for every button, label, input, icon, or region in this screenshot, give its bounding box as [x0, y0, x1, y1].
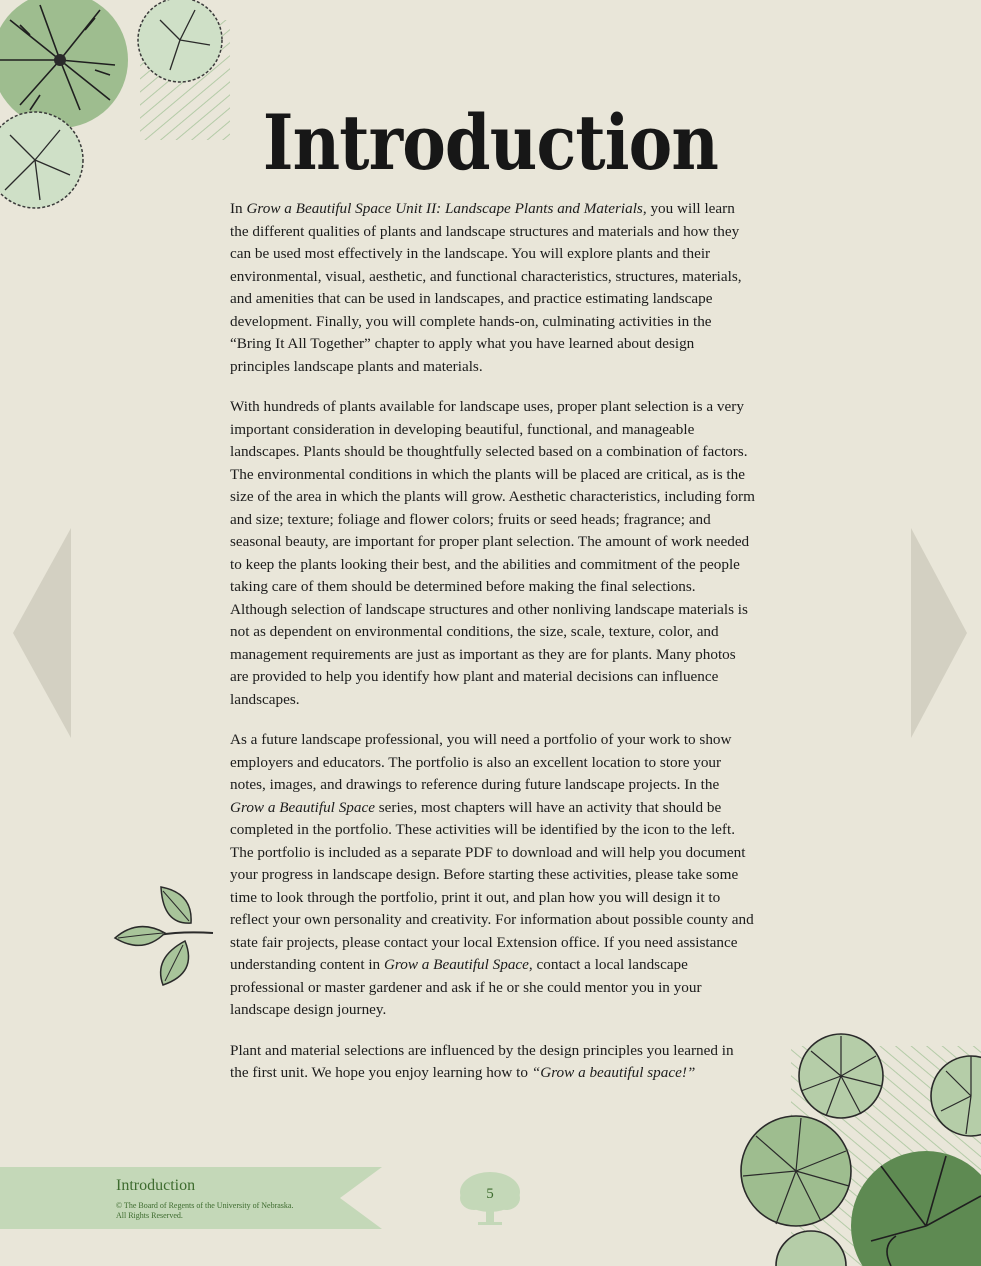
bottom-right-plant-decoration: [731, 1026, 981, 1266]
page-number: 5: [486, 1186, 494, 1202]
closing-quote: “Grow a beautiful space!”: [531, 1064, 696, 1081]
copyright-line: © The Board of Regents of the University of Nebraska.: [116, 1201, 294, 1210]
paragraph-2: With hundreds of plants available for landscape uses, proper plant selection is a very important consideration in developing beautiful, functional, and manageable landscapes. Plants should be thoughtfully selected based on a combination of factors. The environmental conditions in which the plants will be placed are critical, as is the size of the area in which the plants will grow. Aesthetic characteristics, including form and size; texture; foliage and flower colors; fruits or seed heads; fragrance; and seasonal beauty, are important for proper plant selection. The amount of work needed to keep the plants looking their best, and the abilities and commitment of the people taking care of them should be determined before making the final selections. Although selection of landscape structures and other nonliving landscape materials is not as dependent on environmental conditions, the size, scale, texture, color, and management requirements are just as important as they are for plants. Many photos are provided to help you identify how plant and material decisions can influence landscapes.: [230, 398, 755, 708]
paragraph-text: , you will learn the different qualities of plants and landscape structures and materials and how they can be used most effectively in the landscape. You will explore plants and their environmental, visual, aesthetic, and functional characteristics, structures, materials, and amenities that can be used in landscapes, and practice estimating landscape development. Finally, you will complete hands-on, culminating activities in the “Bring It All Together” chapter to apply what you have learned about design principles landscape plants and materials.: [230, 200, 742, 375]
page-title: Introduction: [262, 98, 719, 187]
paragraph-text: Plant and material selections are influenced by the design principles you learned in the first unit. We hope you enjoy learning how to: [230, 1041, 734, 1081]
book-title: Grow a Beautiful Space Unit II: Landscape Plants and Materials: [246, 200, 643, 217]
paragraph-3: [230, 729, 755, 1022]
leaf-portfolio-icon: [113, 883, 218, 988]
footer-section-title: Introduction: [116, 1177, 196, 1194]
rights-line: All Rights Reserved.: [116, 1210, 183, 1220]
body-text: [230, 198, 755, 1103]
paragraph-text: , contact a local landscape professional or master gardener and ask if he or she could mentor you in your landscape design journey.: [230, 956, 702, 1018]
footer-copyright: [116, 1201, 346, 1220]
paragraph-text: As a future landscape professional, you will need a portfolio of your work to show employers and educators. The portfolio is also an excellent location to store your notes, images, and drawings to reference during future landscape projects. In the: [230, 731, 732, 793]
next-page-button[interactable]: [909, 528, 969, 738]
chevron-right-icon: [911, 528, 967, 738]
paragraph-text: series, most chapters will have an activity that should be completed in the portfolio. These activities will be identified by the icon to the left. The portfolio is included as a separate PDF to download and will help you document your progress in landscape design. Before starting these activities, please take some time to look through the portfolio, print it out, and plan how you will design it to reflect your own personality and creativity. For information about possible county and state fair projects, please contact your local Extension office. If you need assistance understanding content in: [230, 798, 754, 973]
series-title: Grow a Beautiful Space: [230, 798, 375, 816]
paragraph-text: In: [230, 200, 247, 217]
series-title: Grow a Beautiful Space: [383, 956, 529, 973]
prev-page-button[interactable]: [13, 528, 73, 738]
chevron-left-icon: [13, 528, 71, 738]
paragraph-4: [230, 1040, 755, 1085]
paragraph-1: [230, 198, 755, 378]
